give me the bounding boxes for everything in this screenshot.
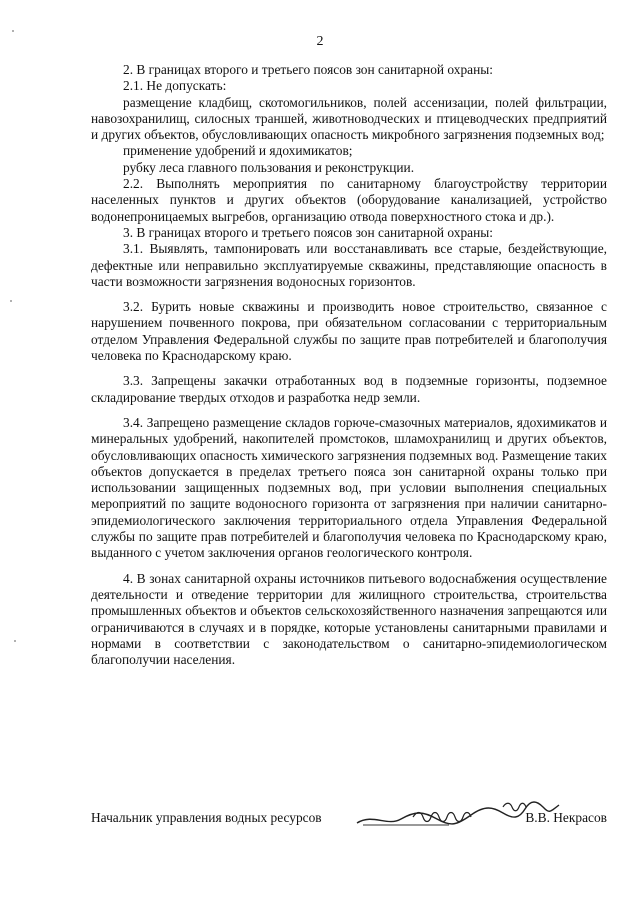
scan-speck <box>10 300 12 302</box>
paragraph-3-4: 3.4. Запрещено размещение складов горюче-смазочных материалов, ядохимикатов и минеральных удобрений, накопителей промстоков, шламохранилищ и других объектов, обусловливающих опасность химического загрязнения подземных вод. Размещение таких объектов допускается в пределах третьего пояса зон санитарной охраны только при использовании защищенных подземных вод, при условии выполнения специальных мероприятий по защите водоносного горизонта от загрязнения при наличии санитарно-эпидемиологического заключения территориального отдела Управления Федеральной службы по защите прав потребителей и благополучия человека по Краснодарскому краю, выданного с учетом заключения органов геологического контроля. <box>91 414 607 561</box>
signature-block <box>91 803 607 829</box>
signer-name: В.В. Некрасов <box>525 810 607 825</box>
paragraph-3-2: 3.2. Бурить новые скважины и производить новое строительство, связанное с нарушением почвенного покрова, при обязательном согласовании с территориальным отделом Управления Федеральной службы по защите прав потребителей и благополучия человека по Краснодарскому краю. <box>91 299 607 364</box>
scan-speck <box>14 640 16 642</box>
paragraph-2-1-a: размещение кладбищ, скотомогильников, полей ассенизации, полей фильтрации, навозохранилищ, силосных траншей, животноводческих и птицеводческих предприятий и других объектов, обусловливающих опасность микробного загрязнения подземных вод; <box>91 94 607 143</box>
page-number: 2 <box>316 34 324 49</box>
paragraph-2-1-b: применение удобрений и ядохимикатов; <box>123 143 353 159</box>
scan-speck <box>12 30 14 32</box>
paragraph-3-3: 3.3. Запрещены закачки отработанных вод в подземные горизонты, подземное складирование твердых отходов и разработка недр земли. <box>91 373 607 405</box>
paragraph-2-1-c: рубку леса главного пользования и реконструкции. <box>123 159 415 175</box>
paragraph-2-1: 2.1. Не допускать: <box>123 78 227 94</box>
paragraph-2: 2. В границах второго и третьего поясов зон санитарной охраны: <box>123 62 493 77</box>
paragraph-4: 4. В зонах санитарной охраны источников питьевого водоснабжения осуществление деятельности и отведение территории для жилищного строительства, строительства промышленных объектов и объектов сельскохозяйственного назначения запрещаются или ограничиваются в случаях и в порядке, которые установлены санитарными правилами и нормами в соответствии с законодательством о санитарно-эпидемиологическом благополучии населения. <box>91 570 607 668</box>
signer-title: Начальник управления водных ресурсов <box>91 810 322 825</box>
paragraph-3: 3. В границах второго и третьего поясов зон санитарной охраны: <box>123 224 493 240</box>
paragraph-3-1: 3.1. Выявлять, тампонировать или восстанавливать все старые, бездействующие, дефектные или неправильно эксплуатируемые скважины, представляющие опасность в части возможности загрязнения водоносных горизонтов. <box>91 241 607 289</box>
paragraph-2-2: 2.2. Выполнять мероприятия по санитарному благоустройству территории населенных пунктов и других объектов (оборудование канализацией, устройство водонепроницаемых выгребов, организацию отвода поверхностного стока и др.). <box>91 176 607 224</box>
document-body <box>91 62 607 668</box>
